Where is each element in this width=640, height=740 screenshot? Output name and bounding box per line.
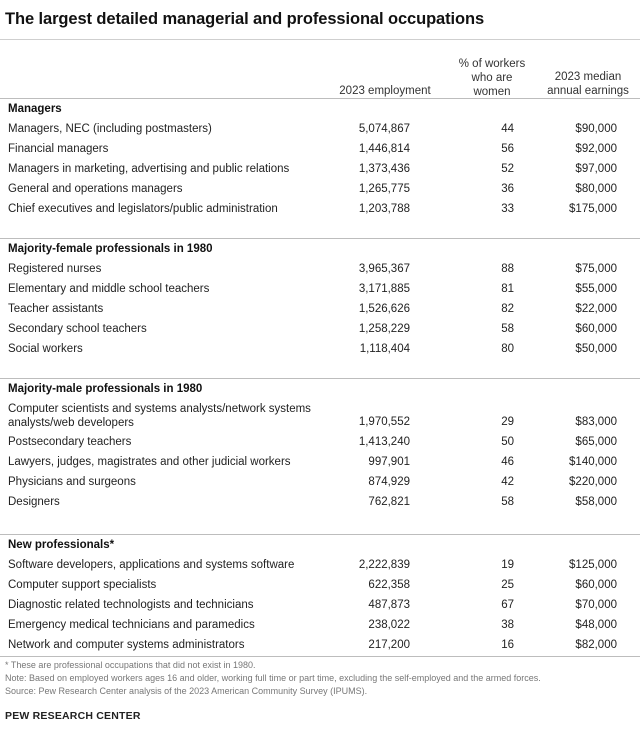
section-divider xyxy=(0,534,640,535)
pct-women-cell: 25 xyxy=(501,579,514,591)
earnings-cell: $125,000 xyxy=(569,559,617,571)
occupation-cell: Lawyers, judges, magistrates and other judicial workers xyxy=(8,456,291,468)
occupation-cell: Managers, NEC (including postmasters) xyxy=(8,123,212,135)
occupation-cell: Physicians and surgeons xyxy=(8,476,136,488)
column-header-pct-women-line3: women xyxy=(473,86,511,98)
column-header-employment xyxy=(330,84,440,98)
employment-cell: 1,265,775 xyxy=(358,183,410,195)
earnings-cell: $90,000 xyxy=(575,123,617,135)
earnings-cell: $92,000 xyxy=(575,143,617,155)
pct-women-cell: 67 xyxy=(501,599,514,611)
occupation-cell: Secondary school teachers xyxy=(8,323,147,335)
occupation-cell: Software developers, applications and systems software xyxy=(8,559,295,571)
occupation-cell: Managers in marketing, advertising and public relations xyxy=(8,163,290,175)
pct-women-cell: 44 xyxy=(501,123,514,135)
occupation-cell: Financial managers xyxy=(8,143,109,155)
column-header-pct-women-line2: who are xyxy=(471,72,513,84)
employment-cell: 2,222,839 xyxy=(358,559,410,571)
earnings-cell: $97,000 xyxy=(575,163,617,175)
footnote-note: Note: Based on employed workers ages 16 and older, working full time or part time, excluding the self-employed and the armed forces. xyxy=(5,673,541,683)
pct-women-cell: 52 xyxy=(501,163,514,175)
pct-women-cell: 58 xyxy=(501,323,514,335)
earnings-cell: $80,000 xyxy=(575,183,617,195)
occupation-cell: Teacher assistants xyxy=(8,303,104,315)
employment-cell: 5,074,867 xyxy=(358,123,410,135)
occupation-cell: Postsecondary teachers xyxy=(8,436,132,448)
employment-cell: 1,413,240 xyxy=(358,436,410,448)
employment-cell: 238,022 xyxy=(368,619,410,631)
employment-cell: 217,200 xyxy=(368,639,410,651)
occupation-cell: Designers xyxy=(8,496,60,508)
pct-women-cell: 56 xyxy=(501,143,514,155)
occupation-cell: Emergency medical technicians and paramedics xyxy=(8,619,255,631)
earnings-cell: $175,000 xyxy=(569,203,617,215)
section-title: Majority-male professionals in 1980 xyxy=(8,383,203,395)
earnings-cell: $58,000 xyxy=(575,496,617,508)
earnings-cell: $220,000 xyxy=(569,476,617,488)
pct-women-cell: 16 xyxy=(501,639,514,651)
section-divider xyxy=(0,238,640,239)
column-header-earnings-line2: annual earnings xyxy=(547,85,629,97)
column-header-pct-women xyxy=(450,57,534,99)
occupation-cell: Network and computer systems administrators xyxy=(8,639,245,651)
employment-cell: 874,929 xyxy=(368,476,410,488)
occupation-cell: Registered nurses xyxy=(8,263,102,275)
employment-cell: 1,373,436 xyxy=(358,163,410,175)
occupation-cell: Social workers xyxy=(8,343,83,355)
employment-cell: 487,873 xyxy=(368,599,410,611)
earnings-cell: $65,000 xyxy=(575,436,617,448)
pct-women-cell: 58 xyxy=(501,496,514,508)
employment-cell: 1,203,788 xyxy=(358,203,410,215)
employment-cell: 997,901 xyxy=(368,456,410,468)
occupation-cell: Computer scientists and systems analysts/network systems analysts/web developers xyxy=(8,403,311,429)
employment-cell: 1,970,552 xyxy=(358,416,410,428)
column-header-pct-women-line1: % of workers xyxy=(458,58,526,70)
brand-logo-text: PEW RESEARCH CENTER xyxy=(5,710,141,722)
section-title: Majority-female professionals in 1980 xyxy=(8,243,213,255)
pct-women-cell: 88 xyxy=(501,263,514,275)
employment-cell: 622,358 xyxy=(368,579,410,591)
earnings-cell: $70,000 xyxy=(575,599,617,611)
pct-women-cell: 42 xyxy=(501,476,514,488)
earnings-cell: $48,000 xyxy=(575,619,617,631)
pct-women-cell: 46 xyxy=(501,456,514,468)
occupation-cell: Chief executives and legislators/public administration xyxy=(8,203,278,215)
employment-cell: 3,171,885 xyxy=(358,283,410,295)
column-header-earnings-line1: 2023 median xyxy=(554,71,622,83)
employment-cell: 1,446,814 xyxy=(358,143,410,155)
earnings-cell: $60,000 xyxy=(575,579,617,591)
occupation-cell: General and operations managers xyxy=(8,183,183,195)
earnings-cell: $82,000 xyxy=(575,639,617,651)
pct-women-cell: 19 xyxy=(501,559,514,571)
section-title: Managers xyxy=(8,103,62,115)
title-rule xyxy=(0,39,640,40)
employment-cell: 1,526,626 xyxy=(358,303,410,315)
employment-cell: 3,965,367 xyxy=(358,263,410,275)
table-bottom-rule xyxy=(0,656,640,657)
employment-cell: 1,258,229 xyxy=(358,323,410,335)
pct-women-cell: 50 xyxy=(501,436,514,448)
pct-women-cell: 81 xyxy=(501,283,514,295)
section-divider xyxy=(0,378,640,379)
footnote-source: Source: Pew Research Center analysis of the 2023 American Community Survey (IPUMS). xyxy=(5,686,368,696)
earnings-cell: $83,000 xyxy=(575,416,617,428)
pct-women-cell: 29 xyxy=(501,416,514,428)
section-title: New professionals* xyxy=(8,539,115,551)
earnings-cell: $50,000 xyxy=(575,343,617,355)
occupation-cell: Elementary and middle school teachers xyxy=(8,283,210,295)
occupation-cell: Computer support specialists xyxy=(8,579,157,591)
pct-women-cell: 33 xyxy=(501,203,514,215)
earnings-cell: $55,000 xyxy=(575,283,617,295)
employment-cell: 1,118,404 xyxy=(359,343,410,355)
pct-women-cell: 38 xyxy=(501,619,514,631)
occupation-cell: Diagnostic related technologists and technicians xyxy=(8,599,254,611)
section-divider xyxy=(0,98,640,99)
pct-women-cell: 36 xyxy=(501,183,514,195)
pct-women-cell: 82 xyxy=(501,303,514,315)
figure-title: The largest detailed managerial and professional occupations xyxy=(5,10,485,28)
earnings-cell: $60,000 xyxy=(575,323,617,335)
pct-women-cell: 80 xyxy=(501,343,514,355)
earnings-cell: $75,000 xyxy=(575,263,617,275)
earnings-cell: $140,000 xyxy=(569,456,617,468)
column-header-employment-label: 2023 employment xyxy=(339,85,431,97)
column-header-earnings xyxy=(540,70,636,98)
employment-cell: 762,821 xyxy=(368,496,410,508)
footnote-asterisk: * These are professional occupations that did not exist in 1980. xyxy=(5,660,256,670)
earnings-cell: $22,000 xyxy=(575,303,617,315)
